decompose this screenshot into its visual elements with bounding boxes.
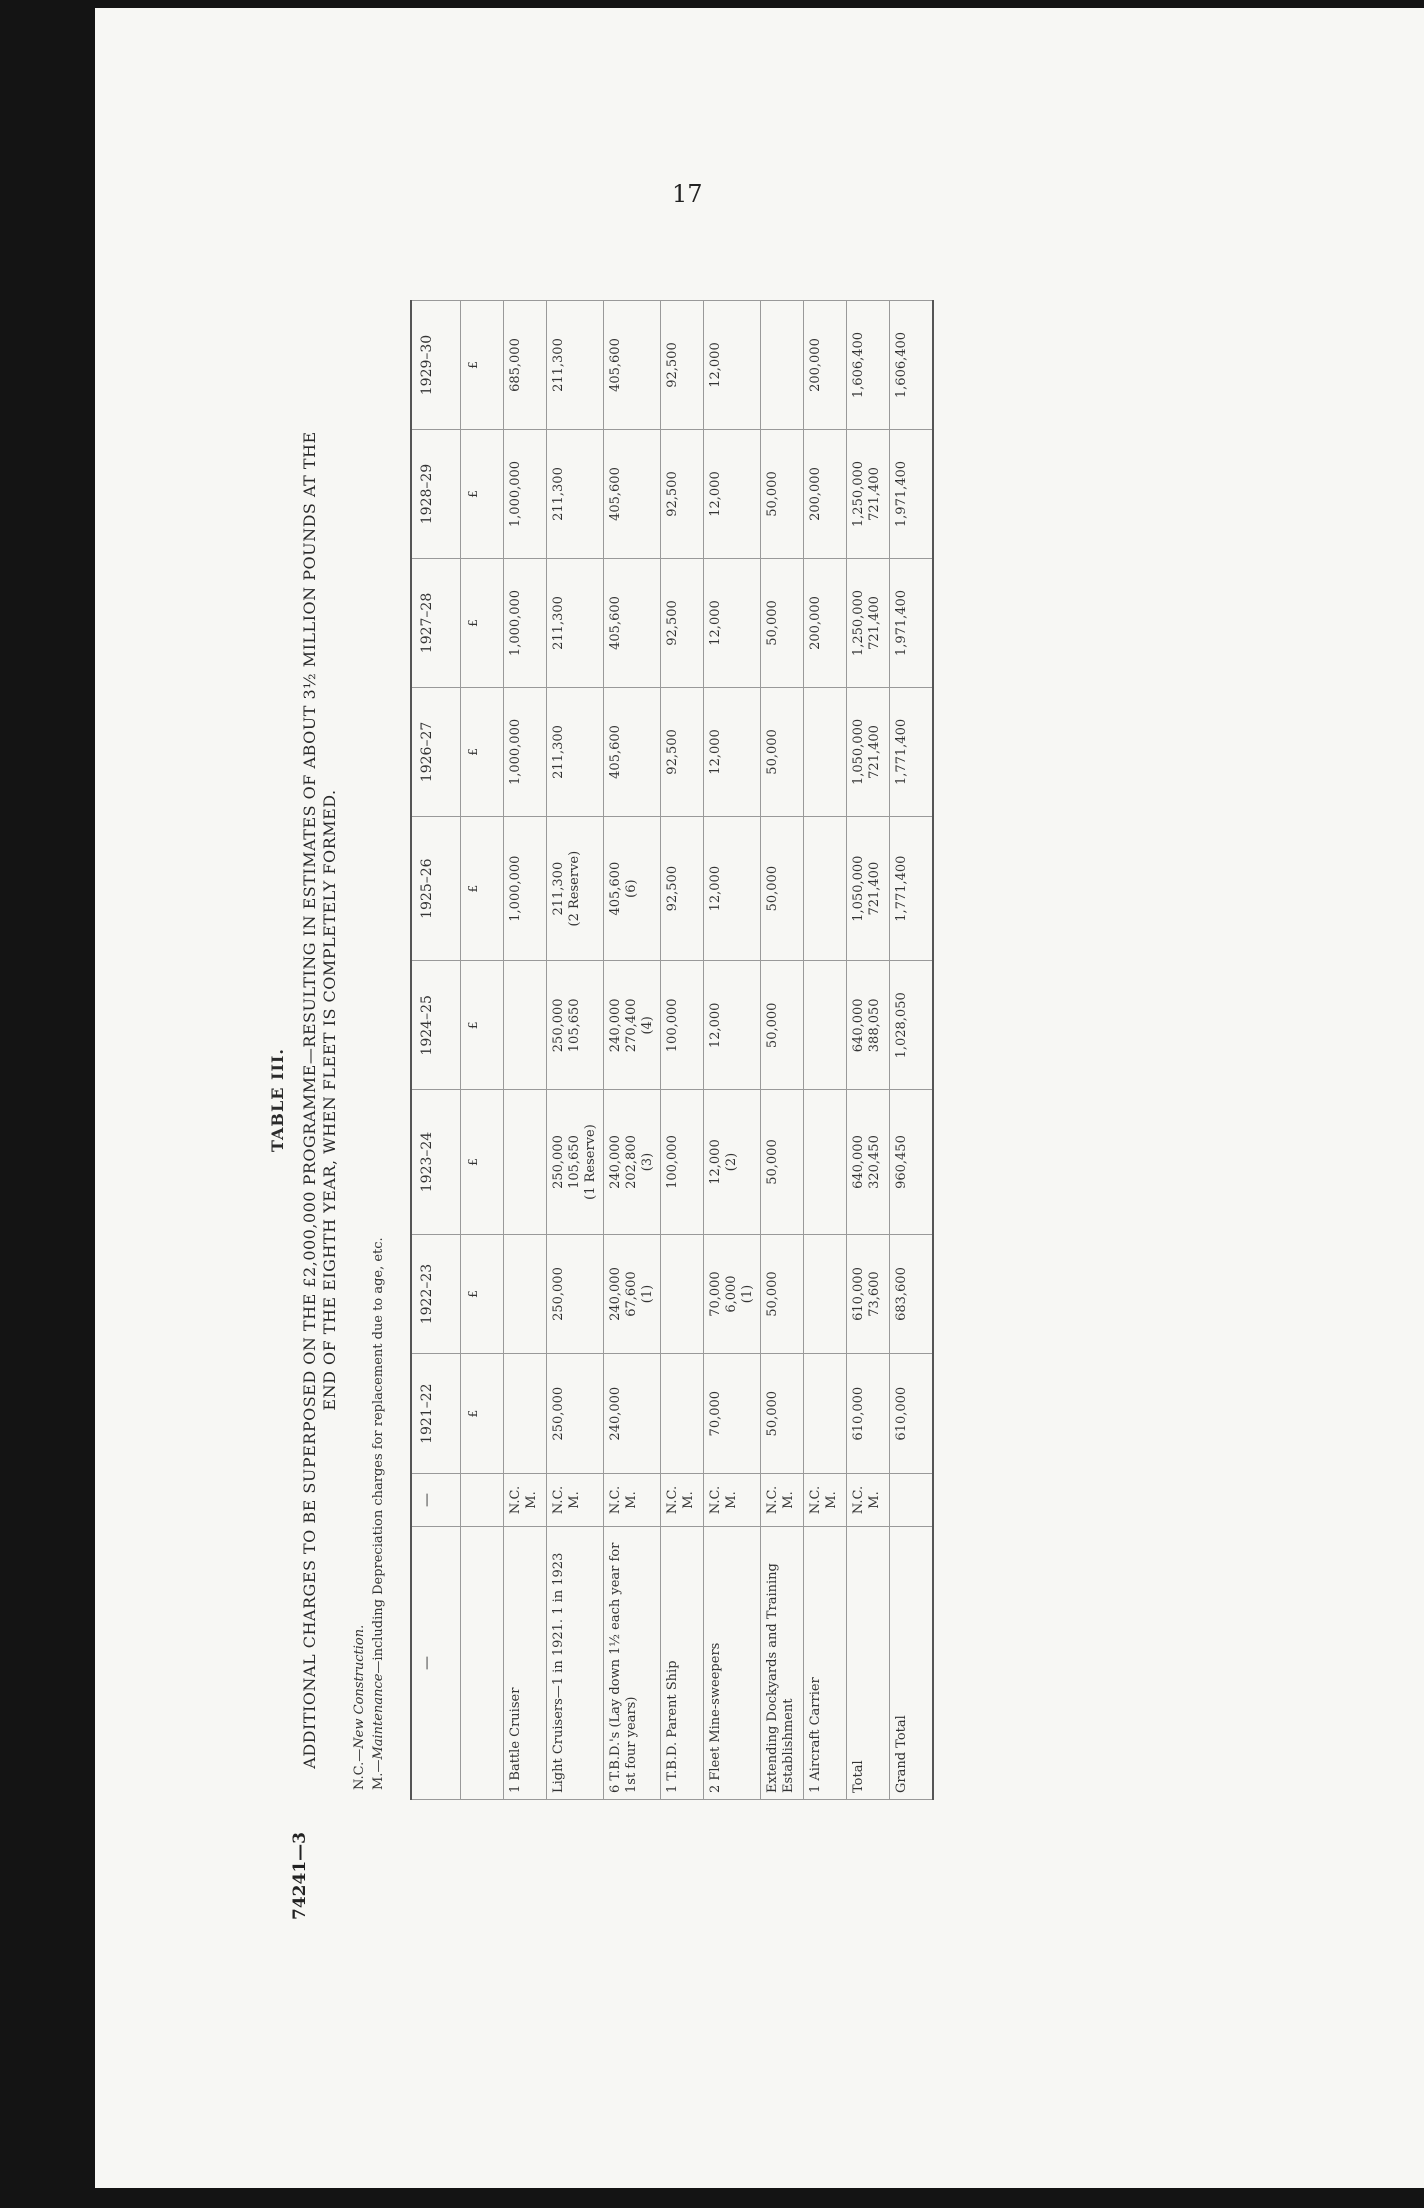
value-cell-text — [508, 1096, 542, 1227]
note-m-text: Maintenance — [371, 1673, 386, 1760]
column-header-2-text: 1921–22 — [419, 1383, 435, 1444]
value-cell-text: 1,050,000 721,400 — [851, 855, 882, 922]
table-row — [547, 301, 604, 1800]
row-codes — [847, 1474, 890, 1527]
value-cell — [804, 559, 847, 688]
value-cell-text: 240,000 67,600 (1) — [608, 1267, 655, 1321]
value-cell — [890, 430, 934, 559]
row-codes-text: N.C. M. — [551, 1485, 582, 1515]
value-cell-text: 250,000 — [551, 1267, 566, 1321]
value-cell — [547, 687, 604, 816]
value-cell — [547, 559, 604, 688]
value-cell-text: 92,500 — [665, 342, 680, 388]
value-cell — [761, 816, 804, 960]
value-cell-text: 610,000 73,600 — [851, 1267, 882, 1321]
value-cell-text: 685,000 — [508, 338, 523, 392]
currency-symbol-5 — [461, 687, 504, 816]
value-cell-text: 405,600 (6) — [608, 861, 639, 916]
value-cell — [661, 1234, 704, 1354]
value-cell — [547, 301, 604, 430]
row-codes-text: N.C. M. — [665, 1485, 696, 1515]
currency-symbol-6 — [461, 559, 504, 688]
value-cell-text: 250,000 — [551, 1386, 566, 1441]
value-cell-text: 211,300 — [551, 596, 566, 650]
table-title: TABLE III. — [268, 1048, 287, 1153]
row-codes-text: N.C. M. — [508, 1485, 539, 1515]
value-cell-text: 405,600 — [608, 467, 623, 521]
currency-code-blank-text — [465, 1480, 499, 1520]
value-cell — [547, 1090, 604, 1234]
rotated-table-block — [268, 280, 1070, 1920]
column-header-2 — [411, 1354, 461, 1474]
table-row — [847, 301, 890, 1800]
value-cell — [761, 430, 804, 559]
value-cell-text: 12,000 — [708, 865, 723, 912]
row-label-text: 6 T.B.D.'s (Lay down 1½ each year for 1st four years) — [608, 1542, 639, 1793]
table-row — [761, 301, 804, 1800]
value-cell — [890, 1354, 934, 1474]
value-cell-text: 1,771,400 — [894, 855, 909, 922]
heading-line-2: END OF THE EIGHTH YEAR, WHEN FLEET IS COMPLETELY FORMED. — [320, 789, 339, 1411]
column-header-0 — [411, 1527, 461, 1800]
column-header-0-text: — — [419, 1656, 435, 1670]
value-cell-text — [665, 1241, 699, 1348]
value-cell-text: 405,600 — [608, 596, 623, 650]
value-cell — [847, 1354, 890, 1474]
value-cell-text: 92,500 — [665, 600, 680, 646]
value-cell-text: 200,000 — [808, 596, 823, 650]
value-cell-text: 240,000 270,400 (4) — [608, 998, 655, 1053]
value-cell — [761, 1090, 804, 1234]
value-cell — [547, 1354, 604, 1474]
value-cell-text — [808, 823, 842, 954]
row-label — [704, 1527, 761, 1800]
value-cell — [547, 961, 604, 1090]
value-cell-text: 12,000 — [708, 600, 723, 646]
currency-item-blank — [461, 1527, 504, 1800]
column-header-10 — [411, 301, 461, 430]
value-cell — [804, 1090, 847, 1234]
column-header-3-text: 1922–23 — [419, 1263, 435, 1325]
value-cell-text: 70,000 — [708, 1390, 723, 1437]
value-cell — [661, 1354, 704, 1474]
currency-symbol-4-text: £ — [466, 884, 480, 893]
value-cell — [804, 961, 847, 1090]
value-cell — [704, 1090, 761, 1234]
value-cell-text — [808, 1360, 842, 1467]
value-cell-text: 200,000 — [808, 467, 823, 521]
value-cell-text: 1,250,000 721,400 — [851, 589, 882, 657]
row-codes — [761, 1474, 804, 1527]
row-codes-text — [894, 1480, 928, 1520]
row-codes — [661, 1474, 704, 1527]
table-row — [804, 301, 847, 1800]
column-header-1-text: — — [419, 1493, 435, 1507]
value-cell — [804, 687, 847, 816]
value-cell — [761, 559, 804, 688]
currency-row — [461, 301, 504, 1800]
value-cell — [504, 1090, 547, 1234]
value-cell — [704, 816, 761, 960]
row-label-text: Light Cruisers—1 in 1921. 1 in 1923 — [551, 1552, 566, 1793]
row-codes — [804, 1474, 847, 1527]
value-cell — [804, 816, 847, 960]
value-cell-text: 960,450 — [894, 1135, 909, 1189]
value-cell-text: 240,000 — [608, 1386, 623, 1441]
note-m-rest: —including Depreciation charges for replacement due to age, etc. — [371, 1237, 386, 1674]
column-header-3 — [411, 1234, 461, 1354]
value-cell-text: 1,000,000 — [508, 718, 523, 786]
value-cell — [504, 816, 547, 960]
value-cell-text: 1,771,400 — [894, 718, 909, 786]
value-cell — [890, 559, 934, 688]
value-cell-text: 50,000 — [765, 729, 780, 775]
value-cell — [761, 687, 804, 816]
row-codes-text: N.C. M. — [608, 1485, 639, 1515]
row-label — [604, 1527, 661, 1800]
note-m-abbr: M.— — [371, 1759, 386, 1790]
value-cell-text: 92,500 — [665, 865, 680, 912]
currency-symbol-4 — [461, 816, 504, 960]
value-cell — [847, 1090, 890, 1234]
value-cell — [847, 559, 890, 688]
value-cell — [761, 961, 804, 1090]
value-cell — [847, 961, 890, 1090]
row-codes-text: N.C. M. — [708, 1485, 739, 1515]
currency-symbol-6-text: £ — [466, 619, 480, 627]
table-row — [604, 301, 661, 1800]
value-cell — [604, 430, 661, 559]
value-cell-text: 12,000 — [708, 1002, 723, 1049]
value-cell-text — [508, 967, 542, 1083]
value-cell-text — [765, 307, 799, 423]
row-label — [504, 1527, 547, 1800]
value-cell — [661, 301, 704, 430]
value-cell — [704, 1354, 761, 1474]
value-cell-text: 12,000 — [708, 729, 723, 775]
value-cell-text — [808, 1241, 842, 1348]
currency-symbol-1 — [461, 1234, 504, 1354]
value-cell — [604, 687, 661, 816]
value-cell — [890, 1090, 934, 1234]
value-cell-text: 211,300 — [551, 467, 566, 521]
value-cell — [661, 961, 704, 1090]
value-cell — [547, 816, 604, 960]
row-label-text: Extending Dockyards and Training Establishment — [765, 1563, 796, 1793]
currency-symbol-3 — [461, 961, 504, 1090]
table-body — [504, 301, 934, 1800]
heading-line-1: ADDITIONAL CHARGES TO BE SUPERPOSED ON THE £2,000,000 PROGRAMME—RESULTING IN ESTIMATES OF ABOUT 3½ MILLION POUNDS AT THE — [300, 431, 319, 1769]
note-nc-abbr: N.C.— — [352, 1748, 367, 1790]
value-cell — [504, 559, 547, 688]
row-codes — [704, 1474, 761, 1527]
value-cell — [804, 1234, 847, 1354]
value-cell-text: 250,000 105,650 — [551, 998, 582, 1053]
value-cell — [761, 1234, 804, 1354]
table-row — [704, 301, 761, 1800]
value-cell — [604, 301, 661, 430]
currency-symbol-0 — [461, 1354, 504, 1474]
column-header-7-text: 1926–27 — [419, 721, 435, 783]
value-cell — [661, 1090, 704, 1234]
value-cell-text — [665, 1360, 699, 1467]
value-cell-text: 211,300 — [551, 338, 566, 392]
row-codes-text: N.C. M. — [808, 1485, 839, 1515]
column-header-4 — [411, 1090, 461, 1234]
currency-code-blank — [461, 1474, 504, 1527]
value-cell-text — [808, 694, 842, 810]
value-cell — [604, 559, 661, 688]
value-cell-text — [508, 1241, 542, 1348]
value-cell — [761, 301, 804, 430]
value-cell-text: 50,000 — [765, 600, 780, 646]
value-cell-text: 1,250,000 721,400 — [851, 460, 882, 528]
value-cell-text: 683,600 — [894, 1267, 909, 1321]
value-cell-text: 92,500 — [665, 471, 680, 517]
value-cell — [890, 1234, 934, 1354]
value-cell — [604, 816, 661, 960]
column-header-7 — [411, 687, 461, 816]
value-cell-text: 1,000,000 — [508, 589, 523, 657]
value-cell — [847, 430, 890, 559]
value-cell — [504, 1354, 547, 1474]
row-label-text: 2 Fleet Mine-sweepers — [708, 1642, 723, 1793]
row-label — [547, 1527, 604, 1800]
column-header-8 — [411, 559, 461, 688]
row-label-text: 1 Aircraft Carrier — [808, 1677, 823, 1793]
row-label — [804, 1527, 847, 1800]
value-cell-text: 12,000 — [708, 471, 723, 517]
value-cell — [704, 559, 761, 688]
value-cell — [547, 430, 604, 559]
value-cell-text: 1,000,000 — [508, 460, 523, 528]
value-cell — [847, 1234, 890, 1354]
note-m — [369, 1237, 388, 1790]
value-cell — [890, 687, 934, 816]
value-cell-text: 1,971,400 — [894, 589, 909, 657]
value-cell-text: 610,000 — [851, 1386, 866, 1441]
value-cell — [504, 1234, 547, 1354]
currency-item-blank-text — [465, 1533, 499, 1793]
value-cell — [661, 559, 704, 688]
row-codes — [547, 1474, 604, 1527]
value-cell-text: 640,000 320,450 — [851, 1135, 882, 1189]
abbreviation-notes — [350, 1237, 388, 1790]
value-cell — [890, 301, 934, 430]
value-cell — [847, 301, 890, 430]
column-header-9-text: 1928–29 — [419, 463, 435, 525]
row-label-text: Total — [851, 1760, 866, 1793]
currency-symbol-8-text: £ — [466, 361, 480, 369]
value-cell — [847, 687, 890, 816]
value-cell-text: 1,050,000 721,400 — [851, 718, 882, 786]
value-cell — [604, 1090, 661, 1234]
currency-symbol-3-text: £ — [466, 1021, 480, 1030]
currency-symbol-2-text: £ — [466, 1158, 480, 1166]
value-cell-text: 100,000 — [665, 998, 680, 1053]
row-label — [890, 1527, 934, 1800]
value-cell-text: 240,000 202,800 (3) — [608, 1135, 655, 1189]
value-cell-text: 50,000 — [765, 1390, 780, 1437]
row-codes-text: N.C. M. — [765, 1485, 796, 1515]
note-nc — [350, 1237, 369, 1790]
value-cell — [704, 1234, 761, 1354]
value-cell — [661, 687, 704, 816]
row-label — [761, 1527, 804, 1800]
value-cell — [504, 961, 547, 1090]
row-codes — [604, 1474, 661, 1527]
row-codes-text: N.C. M. — [851, 1485, 882, 1515]
header-row — [411, 301, 461, 1800]
document-code: 74241—3 — [290, 1832, 310, 1920]
value-cell-text: 640,000 388,050 — [851, 998, 882, 1053]
row-codes — [504, 1474, 547, 1527]
row-label-text: 1 T.B.D. Parent Ship — [665, 1660, 680, 1793]
value-cell-text: 50,000 — [765, 865, 780, 912]
currency-symbol-8 — [461, 301, 504, 430]
value-cell — [890, 816, 934, 960]
value-cell — [804, 301, 847, 430]
column-header-5 — [411, 961, 461, 1090]
column-header-6-text: 1925–26 — [419, 858, 435, 919]
value-cell-text: 1,971,400 — [894, 460, 909, 528]
table-row — [890, 301, 934, 1800]
currency-symbol-5-text: £ — [466, 748, 480, 756]
value-cell — [704, 430, 761, 559]
table-row — [661, 301, 704, 1800]
value-cell — [804, 430, 847, 559]
row-codes — [890, 1474, 934, 1527]
value-cell-text: 405,600 — [608, 338, 623, 392]
value-cell-text: 50,000 — [765, 1271, 780, 1317]
value-cell-text: 50,000 — [765, 1139, 780, 1185]
value-cell — [604, 961, 661, 1090]
currency-symbol-7 — [461, 430, 504, 559]
currency-symbol-2 — [461, 1090, 504, 1234]
value-cell — [604, 1234, 661, 1354]
value-cell — [804, 1354, 847, 1474]
currency-symbol-0-text: £ — [466, 1409, 480, 1418]
value-cell-text: 70,000 6,000 (1) — [708, 1271, 755, 1317]
value-cell — [847, 816, 890, 960]
value-cell-text: 1,606,400 — [894, 331, 909, 399]
row-label-text: Grand Total — [894, 1715, 909, 1793]
column-header-9 — [411, 430, 461, 559]
value-cell-text: 50,000 — [765, 1002, 780, 1049]
value-cell-text: 12,000 (2) — [708, 1139, 739, 1185]
value-cell — [661, 430, 704, 559]
value-cell — [504, 430, 547, 559]
value-cell — [704, 961, 761, 1090]
row-label — [661, 1527, 704, 1800]
value-cell-text: 50,000 — [765, 471, 780, 517]
charges-table — [410, 300, 934, 1800]
value-cell — [547, 1234, 604, 1354]
column-header-10-text: 1929–30 — [419, 334, 435, 396]
column-header-5-text: 1924–25 — [419, 995, 435, 1056]
value-cell-text: 100,000 — [665, 1135, 680, 1189]
table-heading — [300, 400, 340, 1800]
value-cell — [704, 687, 761, 816]
column-header-4-text: 1923–24 — [419, 1131, 435, 1193]
value-cell-text: 610,000 — [894, 1386, 909, 1441]
page-number: 17 — [672, 180, 703, 208]
value-cell-text: 12,000 — [708, 342, 723, 388]
value-cell — [504, 687, 547, 816]
value-cell-text: 1,028,050 — [894, 992, 909, 1059]
value-cell-text — [508, 1360, 542, 1467]
value-cell-text: 92,500 — [665, 729, 680, 775]
column-header-6 — [411, 816, 461, 960]
value-cell-text: 405,600 — [608, 725, 623, 779]
value-cell — [604, 1354, 661, 1474]
value-cell-text — [808, 1096, 842, 1227]
value-cell — [661, 816, 704, 960]
row-label-text: 1 Battle Cruiser — [508, 1687, 523, 1793]
row-label — [847, 1527, 890, 1800]
value-cell — [704, 301, 761, 430]
value-cell-text: 211,300 — [551, 725, 566, 779]
value-cell — [761, 1354, 804, 1474]
currency-symbol-1-text: £ — [466, 1290, 480, 1298]
value-cell-text: 1,000,000 — [508, 855, 523, 922]
value-cell-text — [808, 967, 842, 1083]
value-cell-text: 211,300 (2 Reserve) — [551, 850, 582, 927]
column-header-1 — [411, 1474, 461, 1527]
table-row — [504, 301, 547, 1800]
value-cell-text: 1,606,400 — [851, 331, 866, 399]
value-cell-text: 200,000 — [808, 338, 823, 392]
value-cell — [504, 301, 547, 430]
currency-symbol-7-text: £ — [466, 490, 480, 498]
column-header-8-text: 1927–28 — [419, 592, 435, 654]
note-nc-text: New Construction. — [352, 1624, 367, 1749]
value-cell — [890, 961, 934, 1090]
value-cell-text: 250,000 105,650 (1 Reserve) — [551, 1124, 598, 1200]
